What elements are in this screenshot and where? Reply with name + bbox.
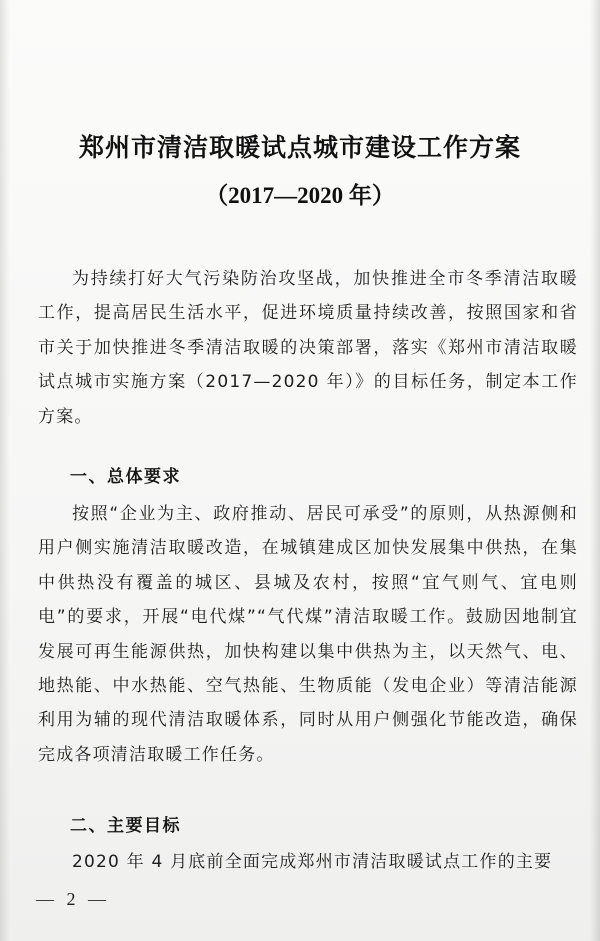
document-subtitle: （2017—2020 年） — [205, 183, 395, 208]
document-title: 郑州市清洁取暖试点城市建设工作方案 — [78, 133, 521, 162]
section-paragraph-main-goals: 2020 年 4 月底前全面完成郑州市清洁取暖试点工作的主要 — [72, 852, 553, 872]
intro-paragraph: 为持续打好大气污染防治攻坚战，加快推进全市冬季清洁取暖工作，提高居民生活水平，促进环境质量持续改善，按照国家和省市关于加快推进冬季清洁取暖的决策部署，落实《郑州市清洁取暖试点城市实施方案（2017—2020 年）》的目标任务，制定本工作方案。 — [38, 269, 578, 427]
section-heading-general-requirements: 一、总体要求 — [70, 467, 181, 487]
section-heading-main-goals: 二、主要目标 — [70, 816, 181, 836]
section-paragraph-general-requirements: 按照“企业为主、政府推动、居民可承受”的原则，从热源侧和用户侧实施清洁取暖改造，在城镇建成区加快发展集中供热，在集中供热没有覆盖的城区、县城及农村，按照“宜气则气、宜电则电”的要求，开展“电代煤”“气代煤”清洁取暖工作。鼓励因地制宜发展可再生能源供热，加快构建以集中供热为主，以天然气、电、地热能、中水热能、空气热能、生物质能（发电企业）等清洁能源利用为辅的现代清洁取暖体系，同时从用户侧强化节能改造，确保完成各项清洁取暖工作任务。 — [38, 504, 578, 765]
page-number: — 2 — — [36, 889, 110, 909]
